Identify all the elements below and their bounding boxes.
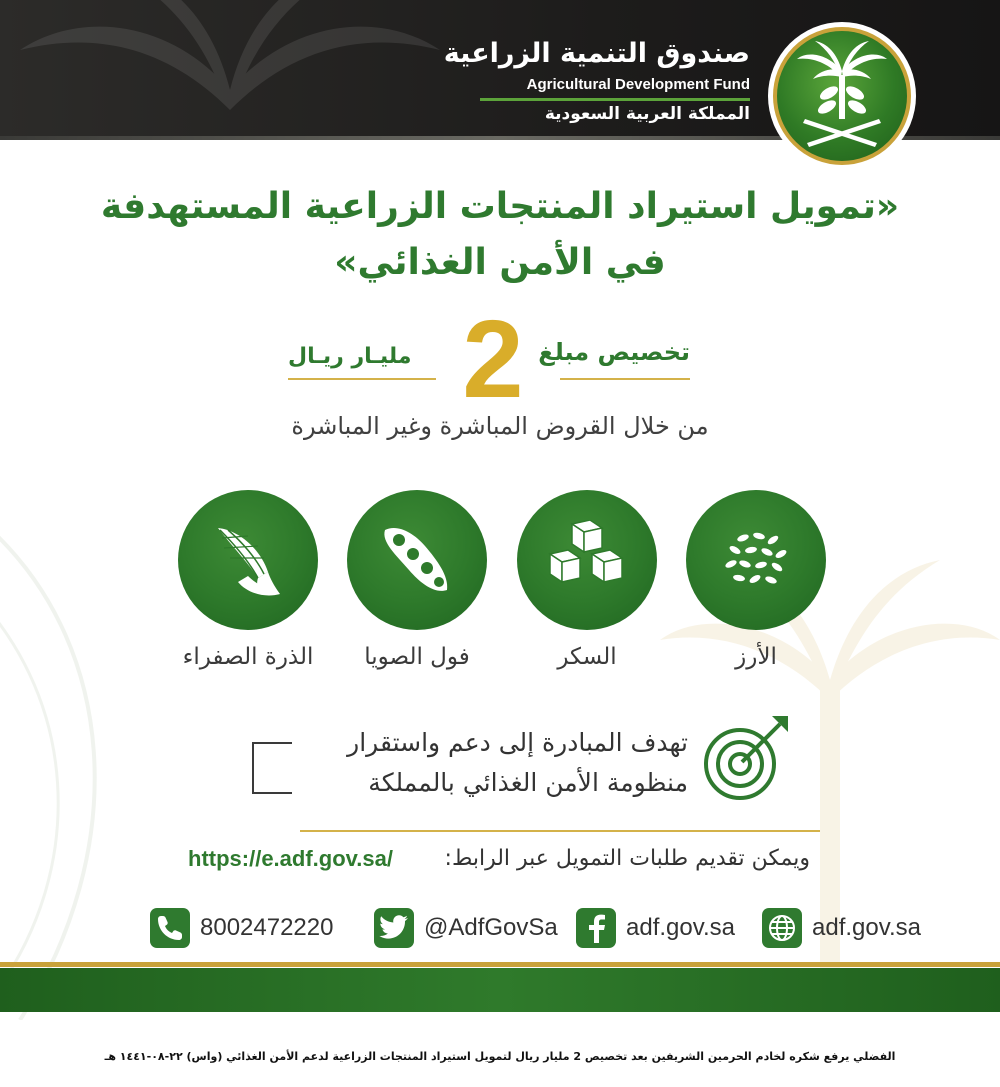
goal-bracket: [252, 742, 292, 794]
country-name: المملكة العربية السعودية: [544, 104, 750, 124]
product-label-rice: الأرز: [735, 644, 777, 670]
product-sugar: [517, 490, 657, 670]
twitter-text: @AdfGovSa: [424, 914, 558, 941]
news-caption: الفضلي يرفع شكره لخادم الحرمين الشريفين بعد تخصيص 2 مليار ريال لتمويل استيراد المنتجات الزراعية لدعم الأمن الغذائي (واس) ٢٢-٠٨-١٤٤١ هـ: [104, 1050, 896, 1063]
fund-name-english: Agricultural Development Fund: [526, 76, 750, 93]
corn-icon: [208, 520, 288, 600]
goal-text-line-1: تهدف المبادرة إلى دعم واستقرار: [347, 728, 688, 757]
contact-twitter[interactable]: [374, 908, 558, 948]
product-label-sugar: السكر: [557, 644, 617, 670]
contact-website[interactable]: [762, 908, 921, 948]
apply-url-link[interactable]: https://e.adf.gov.sa/: [188, 846, 393, 871]
globe-icon: [767, 913, 797, 943]
rice-icon: [721, 530, 791, 590]
palm-watermark-icon: [20, 0, 440, 140]
soybean-icon: [377, 520, 457, 600]
facebook-text: adf.gov.sa: [626, 914, 735, 941]
product-label-corn: الذرة الصفراء: [182, 644, 314, 670]
footer-gold-strip: [0, 962, 1000, 967]
allocation-label: تخصيص مبلغ: [538, 338, 690, 366]
facebook-icon: [584, 913, 608, 943]
apply-instructions: ويمكن تقديم طلبات التمويل عبر الرابط:: [444, 846, 810, 871]
contact-facebook[interactable]: [576, 908, 735, 948]
allocation-via-text: من خلال القروض المباشرة وغير المباشرة: [291, 412, 709, 440]
target-arrow-icon: [702, 712, 792, 802]
phone-icon: [157, 915, 183, 941]
fund-logo: [768, 22, 916, 170]
palm-swords-logo-icon: [777, 31, 907, 161]
contact-phone[interactable]: [150, 908, 333, 948]
website-text: adf.gov.sa: [812, 914, 921, 941]
twitter-icon: [379, 915, 409, 941]
fund-name-arabic: صندوق التنمية الزراعية: [443, 38, 750, 69]
product-label-soybean: فول الصويا: [364, 644, 470, 670]
product-soybean: [347, 490, 487, 670]
allocation-amount: 2: [462, 298, 524, 421]
product-corn: [178, 490, 318, 670]
allocation-underline-right: [560, 378, 690, 380]
phone-text: 8002472220: [200, 914, 334, 941]
header-divider: [480, 98, 750, 101]
allocation-underline-left: [288, 378, 436, 380]
allocation-unit: مليـار ريـال: [288, 344, 412, 369]
goal-text-line-2: منظومة الأمن الغذائي بالمملكة: [368, 768, 688, 797]
headline-line-1: «تمويل استيراد المنتجات الزراعية المستهدفة: [100, 186, 900, 227]
leaf-watermark-icon: [0, 520, 160, 1020]
headline-line-2: في الأمن الغذائي»: [334, 242, 666, 283]
section-divider: [300, 830, 820, 832]
footer-green-bar: [0, 968, 1000, 1012]
product-rice: [686, 490, 826, 670]
sugar-cubes-icon: [542, 520, 632, 600]
